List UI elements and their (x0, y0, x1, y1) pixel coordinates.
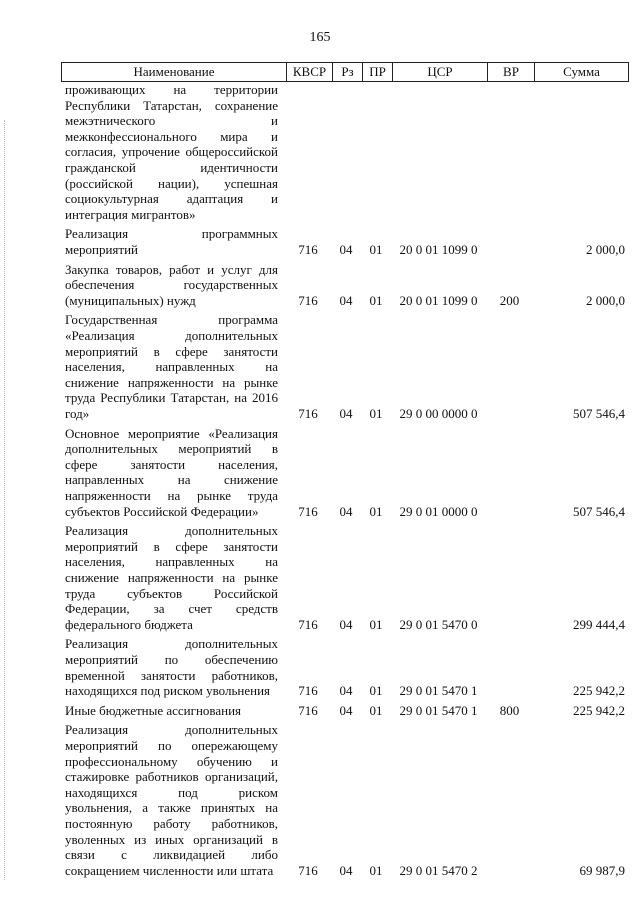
row-csr (391, 207, 486, 223)
row-rz: 04 (339, 503, 353, 519)
row-sum: 507 546,4 (573, 405, 625, 421)
row-csr: 20 0 01 1099 0 (399, 241, 478, 257)
row-pr: 01 (369, 405, 383, 421)
row-name-line: федерального бюджета (65, 616, 193, 632)
row-sum: 69 987,9 (579, 862, 625, 878)
row-name-line: Федерации, за счет средств (65, 601, 278, 617)
row-csr: 20 0 01 1099 0 (399, 292, 478, 308)
row-name-line: направленных на снижение (65, 472, 278, 488)
row-sum: 507 546,4 (573, 503, 625, 519)
row-name-line: межэтнического и (65, 113, 278, 129)
row-kvsr: 716 (298, 241, 318, 257)
row-rz: 04 (339, 683, 353, 699)
row-name-line: интеграция мигрантов» (65, 206, 196, 222)
row-rz: 04 (339, 241, 353, 257)
row-kvsr: 716 (298, 862, 318, 878)
row-csr: 29 0 01 5470 1 (399, 702, 478, 718)
row-kvsr: 716 (298, 405, 318, 421)
row-pr: 01 (369, 292, 383, 308)
row-csr: 29 0 01 5470 2 (399, 862, 478, 878)
row-name-line: мероприятий по опережающему (65, 737, 278, 753)
row-name-line: Закупка товаров, работ и услуг для (65, 261, 278, 277)
row-name-line: труда субъектов Российской (65, 585, 278, 601)
row-name (65, 312, 278, 421)
row-name (65, 82, 278, 222)
row-rz: 04 (339, 405, 353, 421)
row-name-line: мероприятий в сфере занятости (65, 343, 278, 359)
page-number: 165 (309, 30, 331, 45)
row-rz: 04 (339, 702, 353, 718)
row-rz: 04 (339, 292, 353, 308)
row-rz: 04 (339, 862, 353, 878)
row-name-line: мероприятий (65, 241, 138, 257)
row-csr: 29 0 00 0000 0 (399, 405, 478, 421)
row-vr (486, 242, 533, 258)
row-name-line: снижение напряженности на рынке (65, 569, 278, 585)
row-name (65, 636, 278, 698)
row-name (65, 226, 278, 257)
row-name-line: мероприятий в сфере занятости (65, 538, 278, 554)
row-name-line: труда Республики Татарстан, на 2016 (65, 390, 278, 406)
row-name-line: гражданской идентичности (65, 159, 278, 175)
row-name-line: дополнительных мероприятий в (65, 441, 278, 457)
row-name (65, 722, 278, 878)
row-sum: 299 444,4 (573, 616, 625, 632)
row-name-line: временной занятости работников, (65, 667, 278, 683)
row-name-line: населения, направленных на (65, 554, 278, 570)
row-name-line: профессиональному обучению и (65, 753, 278, 769)
row-vr: 200 (499, 292, 520, 308)
row-name-line: напряженности на рынке труда (65, 487, 278, 503)
header-vr: ВР (487, 63, 534, 81)
row-name-line: (муниципальных) нужд (65, 292, 196, 308)
row-name-line: Реализация дополнительных (65, 722, 278, 738)
row-name-line: постоянную работу работников, (65, 815, 278, 831)
row-csr: 29 0 01 0000 0 (399, 503, 478, 519)
row-name (65, 426, 278, 520)
row-vr (486, 617, 533, 633)
row-name-line: уволенных из иных организаций в (65, 831, 278, 847)
row-sum: 2 000,0 (586, 292, 625, 308)
row-vr (486, 863, 533, 879)
row-name-line: межконфессионального мира и (65, 128, 278, 144)
row-name-line: находящихся под риском (65, 784, 278, 800)
row-rz: 04 (339, 616, 353, 632)
table-header (61, 62, 629, 82)
row-kvsr (285, 207, 331, 223)
row-name-line: Государственная программа (65, 312, 278, 328)
binding-edge-dots (4, 120, 9, 880)
row-name-line: мероприятий по обеспечению (65, 651, 278, 667)
row-kvsr: 716 (298, 616, 318, 632)
row-kvsr: 716 (298, 702, 318, 718)
row-name-line: связи с ликвидацией либо (65, 847, 278, 863)
row-name-line: Иные бюджетные ассигнования (65, 702, 242, 718)
row-pr: 01 (369, 702, 383, 718)
row-pr: 01 (369, 862, 383, 878)
row-name-line: населения, направленных на (65, 359, 278, 375)
row-vr (486, 504, 533, 520)
row-csr: 29 0 01 5470 1 (399, 683, 478, 699)
row-name-line: согласия, упрочение общероссийской (65, 144, 278, 160)
row-name-line: сокращением численности или штата (65, 862, 274, 878)
row-rz (331, 207, 361, 223)
header-pr: ПР (362, 63, 392, 81)
row-name (65, 262, 278, 309)
row-name-line: социокультурная адаптация и (65, 191, 278, 207)
row-name-line: снижение напряженности на рынке (65, 374, 278, 390)
row-name-line: год» (65, 405, 90, 421)
row-sum (533, 207, 625, 223)
row-name-line: субъектов Российской Федерации» (65, 503, 259, 519)
row-name (65, 523, 278, 632)
row-name-line: стажировке работников организаций, (65, 769, 278, 785)
header-sum: Сумма (534, 63, 628, 81)
row-name-line: Реализация программных (65, 226, 278, 242)
header-kvsr: КВСР (286, 63, 332, 81)
row-sum: 225 942,2 (573, 702, 625, 718)
row-name-line: Основное мероприятие «Реализация (65, 425, 278, 441)
row-name-line: проживающих на территории (65, 82, 278, 97)
row-kvsr: 716 (298, 503, 318, 519)
row-pr: 01 (369, 241, 383, 257)
row-name-line: Реализация дополнительных (65, 523, 278, 539)
row-kvsr: 716 (298, 683, 318, 699)
row-sum: 225 942,2 (573, 683, 625, 699)
row-vr: 800 (499, 702, 520, 718)
row-name (65, 703, 278, 719)
row-name-line: (российской нации), успешная (65, 175, 278, 191)
header-csr: ЦСР (392, 63, 487, 81)
header-rz: Рз (332, 63, 362, 81)
row-vr (486, 683, 533, 699)
row-pr: 01 (369, 616, 383, 632)
row-pr: 01 (369, 683, 383, 699)
row-pr (361, 207, 391, 223)
row-vr (486, 406, 533, 422)
row-name-line: «Реализация дополнительных (65, 327, 278, 343)
row-pr: 01 (369, 503, 383, 519)
row-name-line: находящихся под риском увольнения (65, 683, 271, 699)
row-name-line: Республики Татарстан, сохранение (65, 97, 278, 113)
row-csr: 29 0 01 5470 0 (399, 616, 478, 632)
row-name-line: увольнения, а также принятых на (65, 800, 278, 816)
header-name: Наименование (133, 64, 215, 79)
row-name-line: сфере занятости населения, (65, 456, 278, 472)
row-kvsr: 716 (298, 292, 318, 308)
row-name-line: Реализация дополнительных (65, 636, 278, 652)
row-vr (486, 207, 533, 223)
row-name-line: обеспечения государственных (65, 277, 278, 293)
row-sum: 2 000,0 (586, 241, 625, 257)
